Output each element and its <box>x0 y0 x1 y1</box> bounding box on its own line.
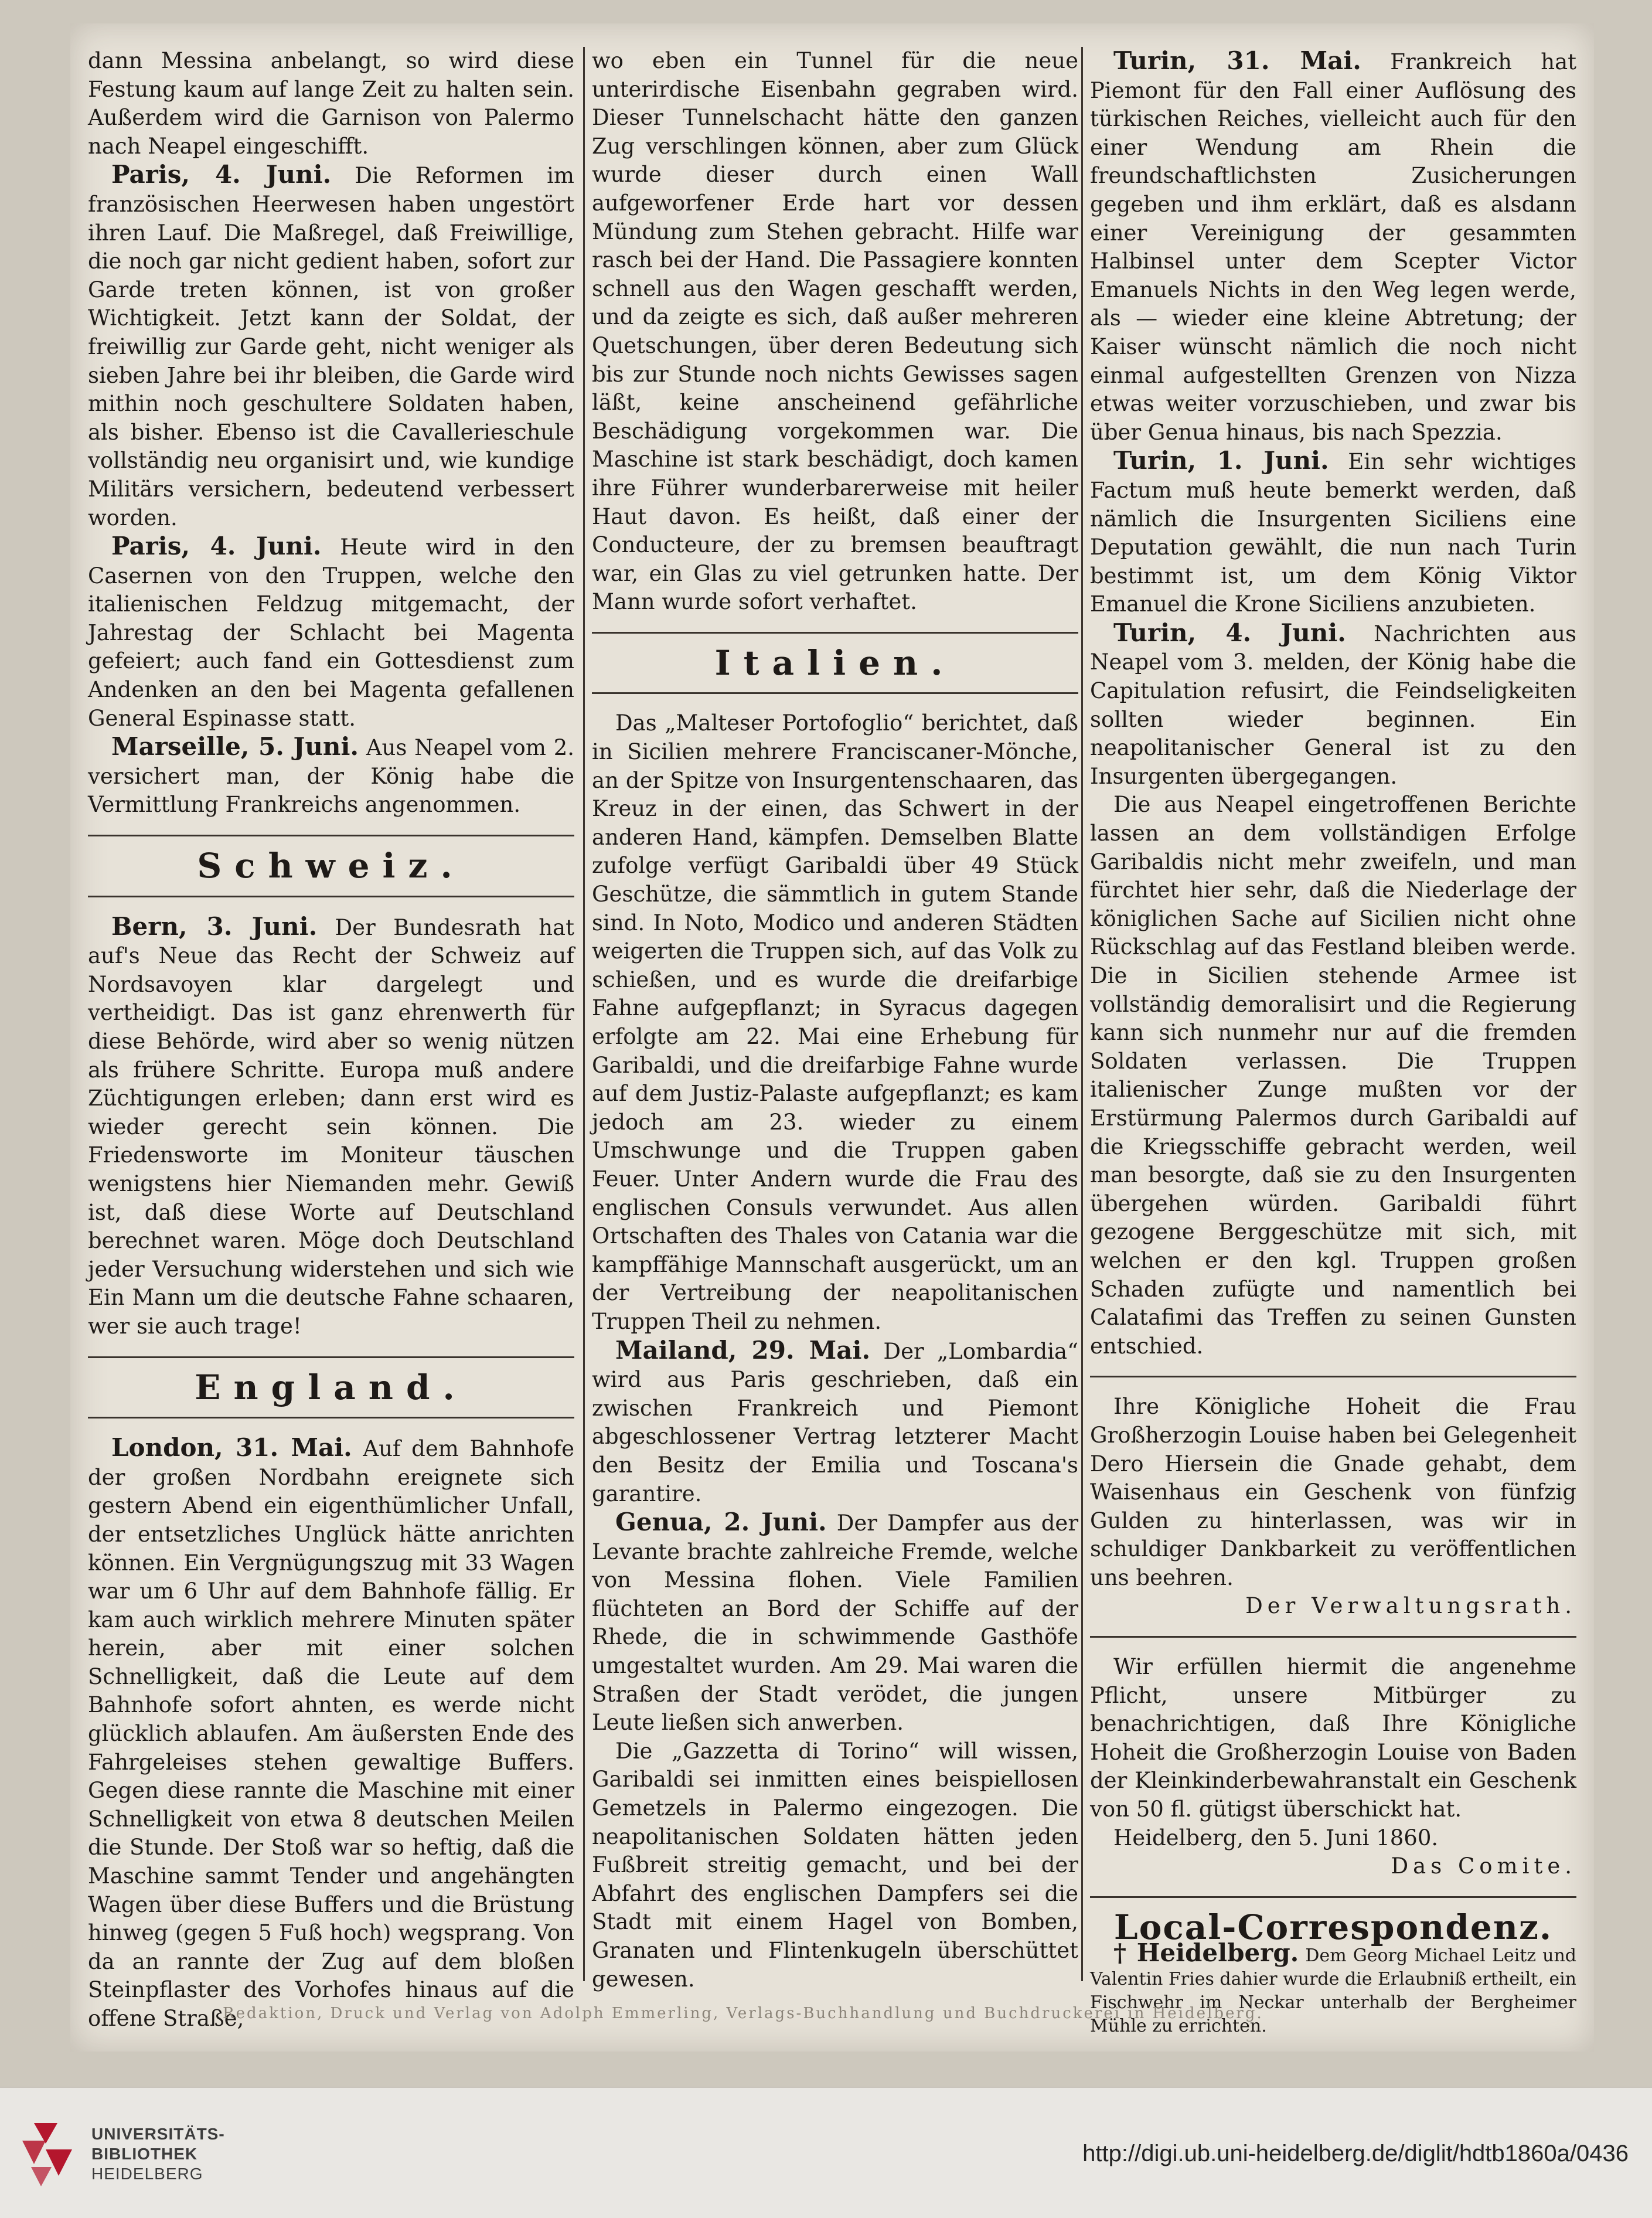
article-text: Die aus Neapel eingetroffenen Berichte lassen an dem vollständigen Erfolge Garibaldis nicht mehr zweifeln, und man fürchtet hier sehr, daß die Niederlage der königlichen Sache auf Sicilien nicht ohne Rückschlag auf das Festland bleiben werde. Die in Sicilien stehende Armee ist vollständig demoralisirt und die Regierung kann sich nunmehr nur auf die fremden Soldaten verlassen. Die Truppen italienischer Zunge mußten vor der Erstürmung Palermos durch Garibaldi auf die Kriegsschiffe gebracht werden, weil man besorgte, daß sie zu den Insurgenten übergehen würden. Garibaldi führt gezogene Berggeschütze mit sich, mit welchen er den kgl. Truppen großen Schaden zufügte und namentlich bei Calatafimi das Treffen zu seinen Gunsten entschied. <box>1090 792 1576 1359</box>
section-divider <box>88 1417 574 1418</box>
library-name-line: HEIDELBERG <box>91 2165 203 2183</box>
section-divider <box>1090 1376 1576 1377</box>
article-text: Heute wird in den Casernen von den Truppen, welche den italienischen Feldzug mitgemacht, der Jahrestag der Schlacht bei Magenta gefeiert; auch fand ein Gottesdienst zum Andenken an den bei Magenta gefallenen General Espinasse statt. <box>88 535 574 731</box>
article-text: Der „Lombardia“ wird aus Paris geschrieben, daß ein zwischen Frankreich und Piemont abgeschlossener Vertrag letzterer Macht den Besitz der Emilia und Toscana's garantire. <box>592 1338 1078 1506</box>
article-text: Die „Gazzetta di Torino“ will wissen, Garibaldi sei inmitten eines beispiellosen Gemetzels in Palermo eingezogen. Die neapolitanischen Soldaten hätten jeden Fußbreit streitig gemacht, und bei der Abfahrt des englischen Dampfers sei die Stadt mit einem Hagel von Bomben, Granaten und Flintenkugeln überschüttet gewesen. <box>592 1738 1078 1992</box>
library-name-line: BIBLIOTHEK <box>91 2145 198 2163</box>
column-1 <box>88 47 574 2033</box>
article-text: Das „Malteser Portofoglio“ berichtet, daß in Sicilien mehrere Franciscaner-Mönche, an der Spitze von Insurgentenschaaren, das Kreuz in der einen, das Schwert in der anderen Hand, kämpfen. Demselben Blatte zufolge verfügt Garibaldi über 49 Stück Geschütze, die sämmtlich in gutem Stande sind. In Noto, Modico und anderen Städten weigerten die Truppen sich, auf das Volk zu schießen, und es wurde die dreifarbige Fahne aufgepflanzt; in Syracus dagegen erfolgte am 22. Mai eine Erhebung für Garibaldi, und die dreifarbige Fahne wurde auf dem Justiz-Palaste aufgepflanzt; es kam jedoch am 23. wieder zu einem Umschwunge und die Truppen gaben Feuer. Unter Andern wurde die Frau des englischen Consuls verwundet. Aus allen Ortschaften des Thales von Catania war die kampffähige Mannschaft ausgerückt, um an der Vertreibung der neapolitanischen Truppen Theil zu nehmen. <box>592 710 1078 1334</box>
section-heading: Italien. <box>714 642 956 683</box>
dateline: Paris, 4. Juni. <box>111 532 322 561</box>
article-text: Aus Neapel vom 2. versichert man, der König habe die Vermittlung Frankreichs angenommen. <box>88 735 574 818</box>
column-rule <box>1081 47 1083 1981</box>
newspaper-page <box>70 23 1594 2052</box>
article-text: Der Bundesrath hat auf's Neue das Recht der Schweiz auf Nordsavoyen klar dargelegt und vertheidigt. Das ist ganz ehrenwerth für diese Behörde, wird aber so wenig nützen als frühere Schritte. Europa muß andere Züchtigungen erleben; dann erst wird es wieder gerecht sein können. Die Friedensworte im Moniteur täuschen wenigstens hier Niemanden mehr. Gewiß ist, daß diese Worte auf Deutschland berechnet waren. Möge doch Deutschland jeder Versuchung widerstehen und sich wie Ein Mann um die deutsche Fahne schaaren, wer sie auch trage! <box>88 914 574 1339</box>
notice-text: Wir erfüllen hiermit die angenehme Pflicht, unsere Mitbürger zu benachrichtigen, daß Ihre Königliche Hoheit die Großherzogin Louise von Baden der Kleinkinderbewahranstalt ein Geschenk von 50 fl. gütigst überschickt hat. <box>1090 1654 1576 1822</box>
column-2 <box>592 47 1078 1994</box>
section-divider <box>592 692 1078 694</box>
section-heading: Local-Correspondenz. <box>1113 1907 1553 1947</box>
article-text: Ein sehr wichtiges Factum muß heute bemerkt werden, daß nämlich die Insurgenten Siciliens eine Deputation gewählt, die nun nach Turin bestimmt ist, um dem König Viktor Emanuel die Krone Siciliens anzubieten. <box>1090 449 1576 617</box>
imprint-line: Redaktion, Druck und Verlag von Adolph Emmerling, Verlags-Buchhandlung und Buchdruckerei in Heidelberg. <box>223 2005 1263 2022</box>
library-name-line: UNIVERSITÄTS- <box>91 2125 225 2143</box>
notice-text: Ihre Königliche Hoheit die Frau Großherzogin Louise haben bei Gelegenheit Dero Hiersein die Gnade gehabt, dem Waisenhaus ein Geschenk von fünfzig Gulden zu hinterlassen, was wir in schuldiger Dankbarkeit zu veröffentlichen uns beehren. <box>1090 1394 1576 1590</box>
notice-place-date: Heidelberg, den 5. Juni 1860. <box>1113 1825 1439 1850</box>
viewer-footer <box>0 2087 1652 2218</box>
notice-signature: Das Comite. <box>1391 1853 1576 1879</box>
section-divider <box>592 632 1078 634</box>
column-rule <box>583 47 585 1981</box>
dateline: Genua, 2. Juni. <box>615 1508 827 1537</box>
section-divider <box>1090 1636 1576 1638</box>
dateline: London, 31. Mai. <box>111 1433 352 1462</box>
section-heading: England. <box>195 1367 468 1407</box>
dateline: Marseille, 5. Juni. <box>111 732 359 761</box>
article-text: Der Dampfer aus der Levante brachte zahlreiche Fremde, welche von Messina flohen. Viele Familien flüchteten an Bord der Schiffe auf der Rhede, die in schwimmende Gasthöfe umgestaltet wurden. Am 29. Mai waren die Straßen der Stadt verödet, die jungen Leute ließen sich anwerben. <box>592 1511 1079 1736</box>
article-text: Die Reformen im französischen Heerwesen haben ungestört ihren Lauf. Die Maßregel, daß Freiwillige, die noch gar nicht gedient haben, sofort zur Garde treten können, ist von großer Wichtigkeit. Jetzt kann der Soldat, der freiwillig zur Garde geht, nicht weniger als sieben Jahre bei ihr bleiben, die Garde wird mithin noch geschultere Soldaten haben, als bisher. Ebenso ist die Cavallerieschule vollständig neu organisirt und, wie kundige Militärs versichern, bedeutend verbessert worden. <box>88 163 574 530</box>
column-3 <box>1090 47 1576 2038</box>
section-divider <box>88 1356 574 1358</box>
section-divider <box>88 896 574 897</box>
notice-signature: Der Verwaltungsrath. <box>1245 1593 1576 1619</box>
article-text: Frankreich hat Piemont für den Fall einer Auflösung des türkischen Reiches, vielleicht auch für den einer Wendung am Rhein die freundschaftlichsten Zusicherungen gegeben und ihm erklärt, daß es alsdann einer Vereinigung der gesammten Halbinsel unter dem Scepter Victor Emanuels Nichts in den Weg legen werde, als — wieder eine kleine Abtretung; der Kaiser wünscht nämlich die noch nicht einmal aufgestellten Grenzen von Nizza etwas weiter vorzuschieben, und zwar bis über Genua hinaus, bis nach Spezzia. <box>1090 49 1576 445</box>
section-heading: Schweiz. <box>197 846 465 886</box>
dateline: † Heidelberg. <box>1113 1938 1299 1968</box>
library-name <box>91 2124 225 2184</box>
article-text: Auf dem Bahnhofe der großen Nordbahn ereignete sich gestern Abend ein eigenthümlicher Unfall, der entsetzliches Unglück hätte anrichten können. Ein Vergnügungszug mit 33 Wagen war um 6 Uhr auf dem Bahnhofe fällig. Er kam auch wirklich mehrere Minuten später herein, aber mit einer solchen Schnelligkeit, daß die Leute auf dem Bahnhofe sofort ahnten, es werde nicht glücklich ablaufen. Am äußersten Ende des Fahrgeleises stehen gewaltige Buffers. Gegen diese rannte die Maschine mit einer Schnelligkeit von etwa 8 deutschen Meilen die Stunde. Der Stoß war so heftig, daß die Maschine sammt Tender und angehängten Wagen über diese Buffers und die Brüstung hinweg (gegen 5 Fuß hoch) wegsprang. Von da an rannte der Zug auf dem bloßen Steinpflaster des Vorhofes hinaus auf die offene Straße, <box>88 1436 575 2031</box>
permalink-url[interactable]: http://digi.ub.uni-heidelberg.de/diglit/hdtb1860a/0436 <box>1082 2141 1629 2166</box>
article-text: wo eben ein Tunnel für die neue unterirdische Eisenbahn gegraben wird. Dieser Tunnelschacht hätte den ganzen Zug verschlingen können, aber zum Glück wurde dieser durch einen Wall aufgeworfener Erde hart vor dessen Mündung zum Stehen gebracht. Hilfe war rasch bei der Hand. Die Passagiere konnten schnell aus den Wagen geschafft werden, und da zeigte es sich, daß außer mehreren Quetschungen, über deren Bedeutung sich bis zur Stunde noch nichts Gewisses sagen läßt, keine anscheinend gefährliche Beschädigung vorgekommen war. Die Maschine ist stark beschädigt, doch kamen ihre Führer wunderbarerweise mit heiler Haut davon. Es heißt, daß einer der Conducteure, der zu bremsen beauftragt war, ein Glas zu viel getrunken hatte. Der Mann wurde sofort verhaftet. <box>592 48 1078 615</box>
article-text: dann Messina anbelangt, so wird diese Festung kaum auf lange Zeit zu halten sein. Außerdem wird die Garnison von Palermo nach Neapel eingeschifft. <box>88 48 574 159</box>
section-divider <box>88 835 574 836</box>
article-text: Nachrichten aus Neapel vom 3. melden, der König habe die Capitulation refusirt, die Feindseligkeiten sollten wieder beginnen. Ein neapolitanischer General ist zu den Insurgenten übergegangen. <box>1090 621 1576 789</box>
dateline: Bern, 3. Juni. <box>111 911 318 941</box>
section-divider <box>1090 1896 1576 1898</box>
library-logo-icon[interactable] <box>16 2117 81 2188</box>
article-text: Dem Georg Michael Leitz und Valentin Fries dahier wurde die Erlaubniß ertheilt, ein Fischwehr im Neckar unterhalb der Bergheimer Mühle zu errichten. <box>1090 1945 1576 2037</box>
dateline: Turin, 1. Juni. <box>1113 446 1329 475</box>
dateline: Turin, 31. Mai. <box>1113 46 1361 75</box>
dateline: Paris, 4. Juni. <box>111 160 332 189</box>
dateline: Mailand, 29. Mai. <box>615 1335 871 1365</box>
dateline: Turin, 4. Juni. <box>1113 618 1346 647</box>
